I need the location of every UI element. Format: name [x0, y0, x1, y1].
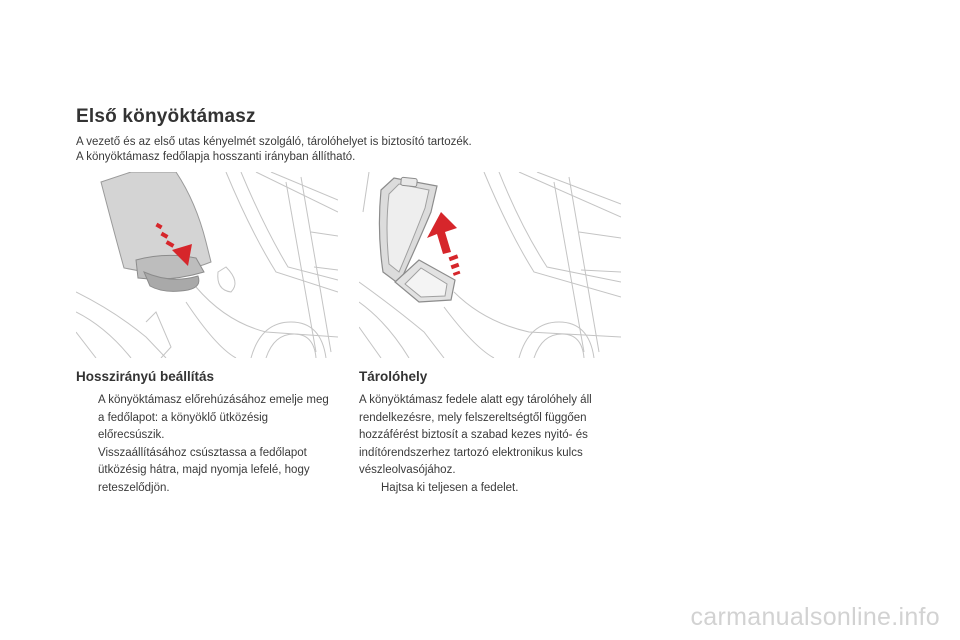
intro-line-2: A könyöktámasz fedőlapja hosszanti irányban állítható. [76, 151, 356, 163]
list-item [76, 445, 336, 498]
intro-line-1: A vezető és az első utas kényelmét szolgáló, tárolóhelyet is biztosító tartozék. [76, 136, 472, 148]
bullet-text: A könyöktámasz előrehúzásához emelje meg a fedőlapot: a könyöklő ütközésig előrecsúszik. [98, 394, 329, 441]
longitudinal-instructions [76, 392, 336, 497]
storage-paragraph: A könyöktámasz fedele alatt egy tárolóhely áll rendelkezésre, mely felszereltségtől függően hozzáférést biztosít a szabad kezes nyitó- és indítórendszerhez tartozó elektronikus kulcs vészleolvasójához. [359, 394, 592, 476]
arrow-up-icon [427, 212, 460, 276]
armrest-storage-illustration [359, 172, 621, 358]
section-heading-longitudinal: Hosszirányú beállítás [76, 369, 215, 384]
storage-instructions [359, 392, 624, 497]
armrest-slide-drawing [76, 172, 338, 358]
watermark: carmanualsonline.info [690, 603, 940, 631]
intro-text [76, 135, 472, 165]
list-item [76, 392, 336, 445]
section-heading-storage: Tárolóhely [359, 369, 428, 384]
list-item [359, 480, 624, 498]
armrest-slide-illustration [76, 172, 338, 358]
page-title: Első könyöktámasz [76, 106, 256, 127]
bullet-text: Hajtsa ki teljesen a fedelet. [381, 481, 519, 494]
bullet-text: Visszaállításához csúsztassa a fedőlapot ütközésig hátra, majd nyomja lefelé, hogy reteszelődjön. [98, 446, 310, 494]
armrest-storage-drawing [359, 172, 621, 358]
